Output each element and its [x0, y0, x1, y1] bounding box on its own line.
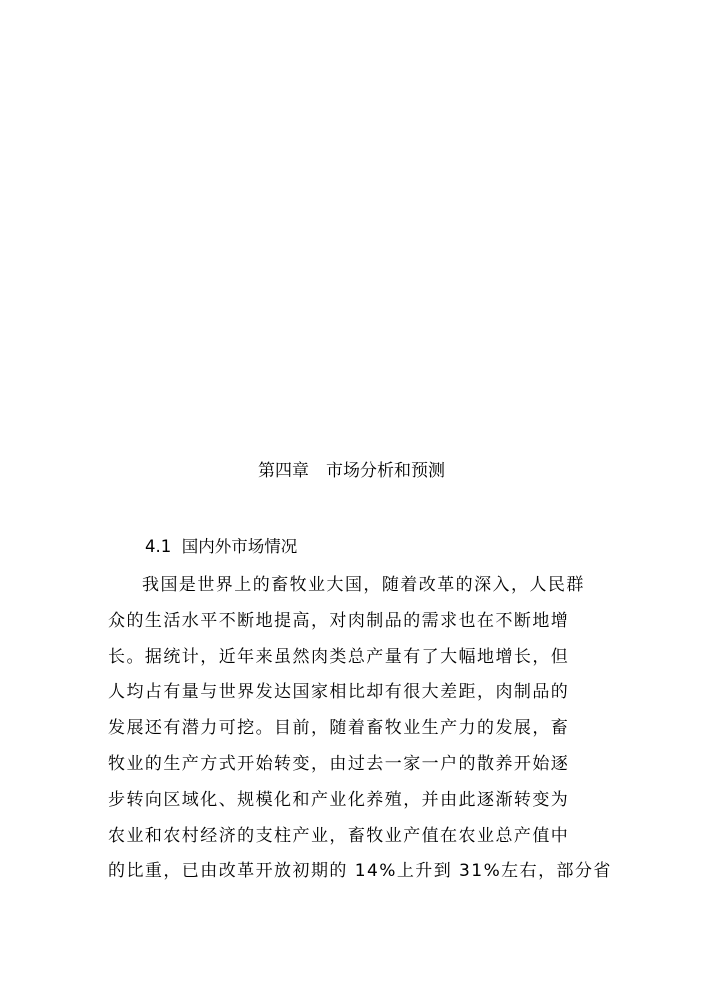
paragraph-line: 步转向区域化、规模化和产业化养殖，并由此逐渐转变为	[108, 789, 570, 810]
section-heading: 4.1 国内外市场情况	[145, 537, 298, 556]
paragraph-line: 众的生活水平不断地提高，对肉制品的需求也在不断地增	[108, 610, 570, 631]
paragraph-line: 发展还有潜力可挖。目前，随着畜牧业生产力的发展，畜	[108, 718, 570, 739]
paragraph-line: 农业和农村经济的支柱产业，畜牧业产值在农业总产值中	[108, 825, 570, 846]
paragraph-line: 牧业的生产方式开始转变，由过去一家一户的散养开始逐	[108, 753, 570, 774]
paragraph-line: 的比重，已由改革开放初期的 14%上升到 31%左右，部分省	[108, 861, 612, 882]
paragraph-line: 我国是世界上的畜牧业大国，随着改革的深入，人民群	[142, 575, 585, 595]
body-paragraph	[108, 572, 612, 894]
paragraph-line: 人均占有量与世界发达国家相比却有很大差距，肉制品的	[108, 682, 570, 703]
paragraph-line: 长。据统计，近年来虽然肉类总产量有了大幅地增长，但	[108, 646, 570, 667]
chapter-title: 第四章 市场分析和预测	[258, 461, 445, 481]
